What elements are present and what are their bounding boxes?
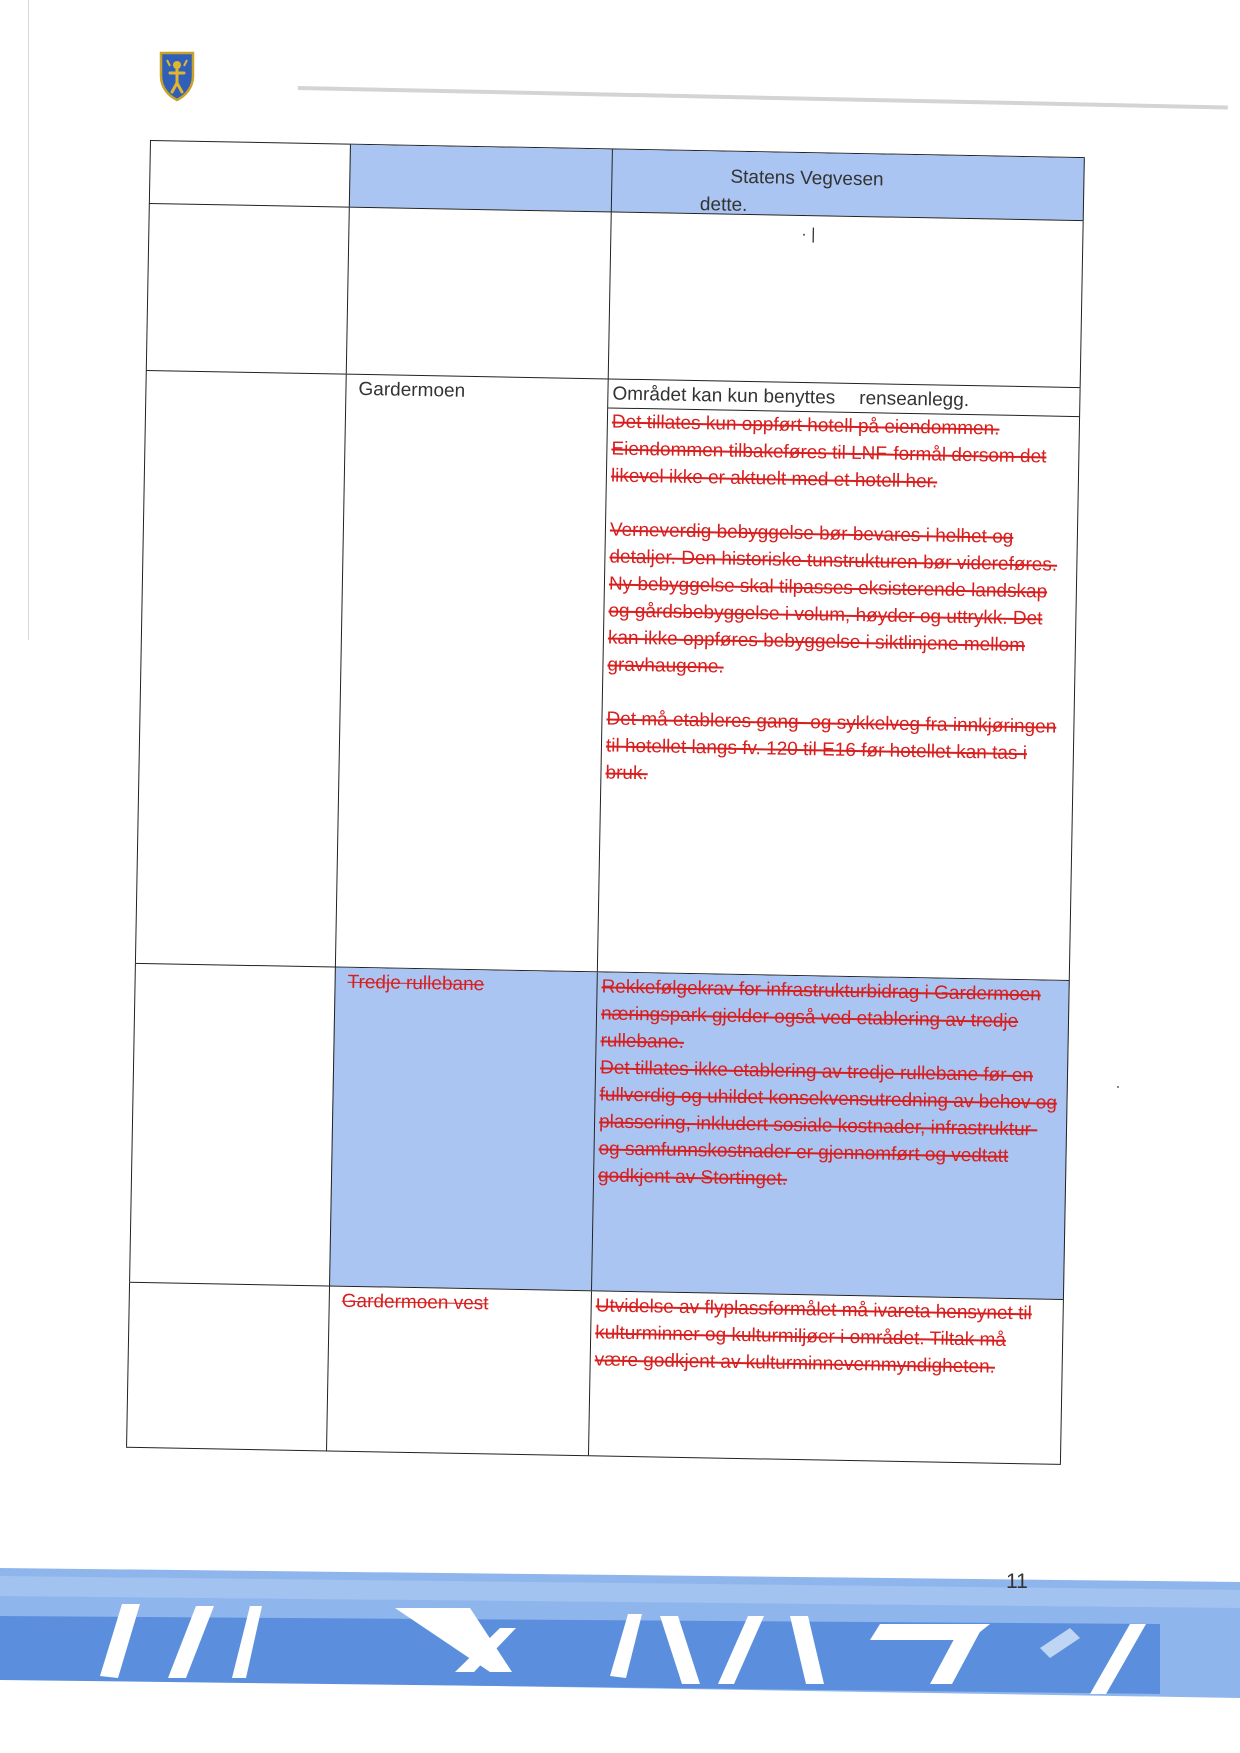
cell-text: Statens Vegvesen — [730, 166, 884, 191]
table-cell — [346, 208, 611, 379]
page-edge-line — [28, 0, 29, 640]
area-name: Gardermoen — [358, 378, 466, 402]
table-cell — [129, 964, 335, 1286]
plan-provisions-table — [126, 140, 1085, 1465]
scan-speck — [1117, 1086, 1119, 1088]
table-cell — [335, 375, 608, 972]
table-cell — [588, 1291, 1064, 1464]
provision-text: renseanlegg. — [859, 388, 970, 412]
table-cell — [597, 379, 1081, 980]
table-row — [129, 963, 1070, 1299]
table-cell — [135, 371, 346, 967]
table-cell — [149, 141, 350, 207]
deleted-provision: Rekkefølgekrav for infrastrukturbidrag i Gardermoen næringspark gjelder også ved etablering av tredje rullebane. — [600, 976, 1041, 1053]
area-name: Gardermoen vest — [341, 1290, 489, 1315]
deleted-provision: Det må etableres gang- og sykkelveg fra innkjøringen til hotellet langs fv. 120 til E16 før hotellet kan tas i bruk. — [605, 708, 1057, 785]
deleted-provision: Verneverdig bebyggelse bør bevares i helhet og detaljer. Den historiske tunstrukturen bør videreføres. Ny bebyggelse skal tilpasses eksisterende landskap og gårdsbebyggelse i volum, høyder og uttrykk. Det kan ikke oppføres bebyggelse i siktlinjene mellom gravhaugene. — [607, 519, 1058, 678]
table-cell — [326, 1286, 591, 1455]
cell-text: dette. — [699, 194, 748, 216]
table-row — [146, 203, 1084, 387]
coat-of-arms-icon — [158, 50, 196, 102]
table-cell — [611, 149, 1085, 220]
footer-graphic — [0, 1568, 1240, 1698]
table-cell — [329, 968, 597, 1291]
table-cell — [591, 972, 1070, 1299]
cell-mark: · | — [801, 225, 816, 244]
page-number: 11 — [1006, 1570, 1028, 1593]
table-cell — [349, 145, 612, 212]
deleted-provision: Utvidelse av flyplassformålet må ivareta hensynet til kulturminner og kulturmiljøer i området. Tiltak må være godkjent av kulturminnevernmyndigheten. — [594, 1295, 1032, 1378]
provision-text: Området kan kun benyttes — [612, 383, 836, 409]
area-name: Tredje rullebane — [347, 971, 485, 996]
table-cell — [608, 212, 1084, 387]
table-row — [126, 1282, 1064, 1465]
header-rule — [298, 86, 1228, 109]
table-cell — [126, 1283, 329, 1451]
deleted-provision: Det tillates kun oppført hotell på eiendommen. Eiendommen tilbakeføres til LNF-formål dersom det likevel ikke er aktuelt med et hotell her. — [610, 411, 1047, 493]
table-cell — [146, 204, 349, 374]
table-row — [135, 370, 1081, 980]
deleted-provision: Det tillates ikke etablering av tredje rullebane før en fullverdig og uhildet konsekvensutredning av behov og plassering, inkludert sosiale kostnader, infrastruktur- og samfunnskostnader er gjennomført og vedtatt godkjent av Stortinget. — [597, 1057, 1058, 1190]
